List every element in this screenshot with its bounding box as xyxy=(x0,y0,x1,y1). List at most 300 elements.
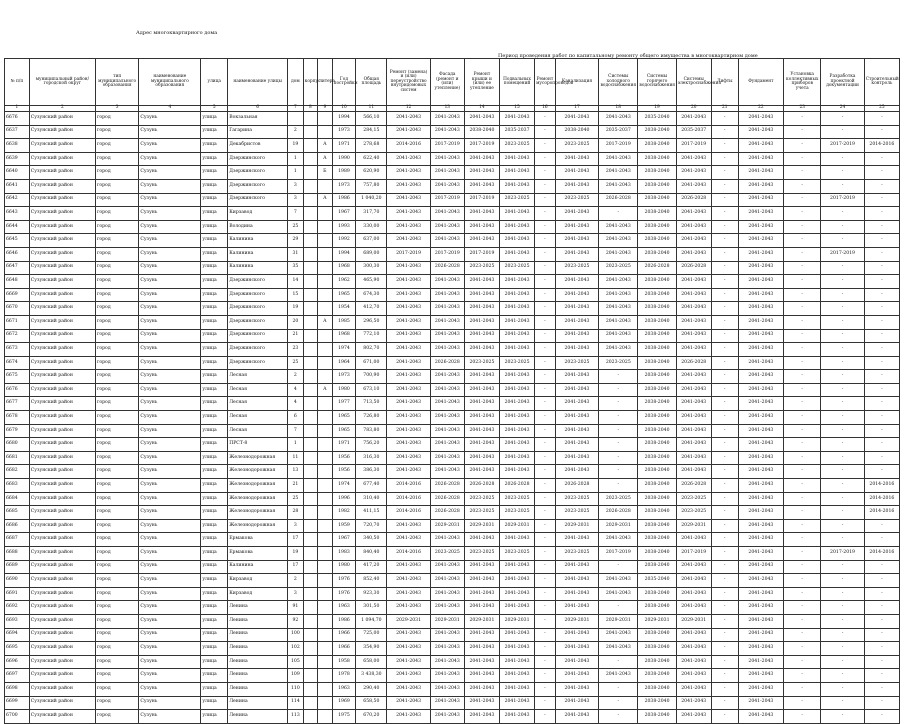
table-cell: 2041-2043 xyxy=(387,220,430,234)
table-cell xyxy=(303,682,317,696)
table-cell: 23 xyxy=(288,343,304,357)
table-cell: - xyxy=(864,614,899,628)
table-cell: улица xyxy=(201,587,228,601)
table-cell: - xyxy=(599,655,638,669)
table-cell: 2041-2043 xyxy=(430,315,464,329)
table-cell: - xyxy=(784,288,821,302)
table-cell: 21 xyxy=(288,329,304,343)
table-cell: 2038-2040 xyxy=(638,533,676,547)
table-cell: 25 xyxy=(288,492,304,506)
table-cell: 2029-2031 xyxy=(499,519,534,533)
table-cell: - xyxy=(784,220,821,234)
table-cell: город xyxy=(95,152,138,166)
table-cell: 2041-2043 xyxy=(676,587,711,601)
column-header: дом xyxy=(288,59,304,106)
table-cell: 2041-2043 xyxy=(430,179,464,193)
table-row xyxy=(5,383,900,397)
table-cell: А xyxy=(318,315,332,329)
table-cell: улица xyxy=(201,207,228,221)
table-cell xyxy=(318,370,332,384)
table-cell: 6670 xyxy=(5,302,30,316)
table-cell: 2041-2043 xyxy=(430,669,464,683)
table-cell: 2041-2043 xyxy=(555,288,598,302)
table-cell: - xyxy=(535,220,556,234)
table-cell: 2038-2040 xyxy=(638,696,676,710)
table-cell: 412,70 xyxy=(356,302,387,316)
table-cell: Дзержинского xyxy=(228,193,288,207)
table-cell: 105 xyxy=(288,655,304,669)
column-header: Системы холодного водоснабжения xyxy=(599,59,638,106)
table-cell: 17 xyxy=(288,533,304,547)
table-cell: Сузунь xyxy=(139,383,201,397)
table-cell: - xyxy=(821,125,864,139)
table-cell: - xyxy=(784,193,821,207)
table-row xyxy=(5,696,900,710)
table-cell: город xyxy=(95,574,138,588)
table-cell: улица xyxy=(201,125,228,139)
table-cell: Сузунский район xyxy=(29,451,95,465)
table-cell: 1976 xyxy=(332,587,356,601)
table-cell: - xyxy=(535,655,556,669)
table-cell: 2041-2043 xyxy=(499,179,534,193)
table-cell: 110 xyxy=(288,682,304,696)
table-cell: - xyxy=(784,125,821,139)
table-cell: - xyxy=(784,587,821,601)
table-cell: 2017-2019 xyxy=(464,139,499,153)
table-cell: 2041-2043 xyxy=(430,166,464,180)
table-cell: 2041-2043 xyxy=(599,234,638,248)
table-cell: 2041-2043 xyxy=(464,152,499,166)
table-cell: 2038-2040 xyxy=(638,438,676,452)
table-cell: 19 xyxy=(288,547,304,561)
table-cell: - xyxy=(711,152,738,166)
table-cell: 2041-2043 xyxy=(499,696,534,710)
table-cell: - xyxy=(711,207,738,221)
table-cell: 290,40 xyxy=(356,682,387,696)
table-row xyxy=(5,261,900,275)
table-cell: 1986 xyxy=(332,193,356,207)
table-cell: 2041-2043 xyxy=(738,343,783,357)
table-row xyxy=(5,329,900,343)
table-cell: город xyxy=(95,234,138,248)
table-cell: 2035-2040 xyxy=(638,574,676,588)
table-cell: 2041-2043 xyxy=(555,302,598,316)
table-cell: 6675 xyxy=(5,370,30,384)
table-cell: 2023-2025 xyxy=(676,492,711,506)
table-cell xyxy=(318,614,332,628)
table-cell: город xyxy=(95,506,138,520)
column-number: 9 xyxy=(318,106,332,112)
table-cell: 6671 xyxy=(5,315,30,329)
table-cell: улица xyxy=(201,397,228,411)
table-cell: - xyxy=(711,275,738,289)
table-cell: - xyxy=(821,329,864,343)
table-cell: - xyxy=(864,343,899,357)
table-cell: - xyxy=(784,438,821,452)
table-cell: - xyxy=(864,207,899,221)
table-cell: Сузунский район xyxy=(29,642,95,656)
table-cell: Сузунь xyxy=(139,587,201,601)
table-cell: 2041-2043 xyxy=(676,112,711,126)
table-cell: 2041-2043 xyxy=(738,207,783,221)
table-cell: 802,70 xyxy=(356,343,387,357)
table-cell: 2023-2025 xyxy=(499,547,534,561)
table-cell: 2041-2043 xyxy=(555,574,598,588)
table-cell: 2038-2040 xyxy=(638,125,676,139)
table-row xyxy=(5,302,900,316)
table-cell: Сузунь xyxy=(139,370,201,384)
table-cell: 1986 xyxy=(332,614,356,628)
table-cell: 2041-2043 xyxy=(738,139,783,153)
table-cell: 6683 xyxy=(5,479,30,493)
table-cell: 2041-2043 xyxy=(676,655,711,669)
table-cell: 2038-2040 xyxy=(638,207,676,221)
table-cell: 92 xyxy=(288,614,304,628)
table-cell: 726,80 xyxy=(356,411,387,425)
table-cell: 35 xyxy=(288,261,304,275)
table-cell: - xyxy=(784,655,821,669)
table-cell: 2041-2043 xyxy=(738,220,783,234)
table-cell: 1994 xyxy=(332,112,356,126)
table-cell: город xyxy=(95,315,138,329)
table-cell: - xyxy=(711,125,738,139)
table-cell: 2035-2037 xyxy=(599,125,638,139)
table-cell: - xyxy=(821,370,864,384)
table-cell: 2041-2043 xyxy=(430,411,464,425)
table-cell: - xyxy=(821,261,864,275)
table-cell: 2041-2043 xyxy=(555,601,598,615)
table-cell: - xyxy=(535,383,556,397)
table-cell: 301,50 xyxy=(356,601,387,615)
table-cell: 6643 xyxy=(5,207,30,221)
table-cell: Сузунский район xyxy=(29,411,95,425)
table-cell: 6694 xyxy=(5,628,30,642)
table-cell xyxy=(303,329,317,343)
table-cell: город xyxy=(95,329,138,343)
column-header: № п/п xyxy=(5,59,30,106)
table-cell: 2017-2019 xyxy=(464,193,499,207)
table-cell: - xyxy=(711,397,738,411)
table-cell: город xyxy=(95,628,138,642)
table-cell: 2041-2043 xyxy=(464,451,499,465)
table-cell: 2041-2043 xyxy=(555,587,598,601)
table-cell: - xyxy=(599,370,638,384)
table-cell: 2041-2043 xyxy=(430,682,464,696)
table-cell: - xyxy=(864,125,899,139)
table-cell: Сузунский район xyxy=(29,315,95,329)
table-cell: Сузунь xyxy=(139,193,201,207)
table-row xyxy=(5,275,900,289)
table-cell: 2 xyxy=(288,370,304,384)
table-cell: - xyxy=(864,383,899,397)
table-cell xyxy=(303,479,317,493)
table-cell xyxy=(303,220,317,234)
table-cell: 29 xyxy=(288,234,304,248)
table-cell: Лесная xyxy=(228,370,288,384)
table-cell: улица xyxy=(201,560,228,574)
table-cell: 2014-2016 xyxy=(864,479,899,493)
table-cell: - xyxy=(535,614,556,628)
table-cell: улица xyxy=(201,139,228,153)
table-cell: 2038-2040 xyxy=(638,669,676,683)
table-cell: 2023-2025 xyxy=(555,139,598,153)
table-cell: Железнодорожная xyxy=(228,506,288,520)
table-cell: Сузунский район xyxy=(29,614,95,628)
table-cell: 3 xyxy=(288,587,304,601)
table-cell: 2041-2043 xyxy=(430,329,464,343)
table-cell: 2041-2043 xyxy=(464,411,499,425)
table-cell: - xyxy=(821,574,864,588)
column-number: 7 xyxy=(288,106,304,112)
table-cell: город xyxy=(95,424,138,438)
table-cell: 2041-2043 xyxy=(499,655,534,669)
table-cell: 465,90 xyxy=(356,275,387,289)
table-row xyxy=(5,139,900,153)
table-cell: А xyxy=(318,152,332,166)
table-cell: 109 xyxy=(288,669,304,683)
table-cell: 2026-2028 xyxy=(555,479,598,493)
table-cell: 20 xyxy=(288,315,304,329)
column-header: Подвальных помещений xyxy=(499,59,534,106)
table-cell: - xyxy=(535,547,556,561)
table-cell: 91 xyxy=(288,601,304,615)
table-cell: 2038-2040 xyxy=(638,234,676,248)
table-cell: Сузунь xyxy=(139,261,201,275)
table-cell: - xyxy=(821,220,864,234)
table-cell xyxy=(303,601,317,615)
table-cell: Сузунь xyxy=(139,139,201,153)
table-cell: 2041-2043 xyxy=(738,587,783,601)
table-cell: 6 xyxy=(288,411,304,425)
table-cell: - xyxy=(821,682,864,696)
table-row xyxy=(5,560,900,574)
table-cell: 417,20 xyxy=(356,560,387,574)
table-cell: 2041-2043 xyxy=(499,397,534,411)
table-cell: - xyxy=(711,601,738,615)
table-cell: 1973 xyxy=(332,179,356,193)
table-cell: 2017-2019 xyxy=(430,247,464,261)
table-cell: 6699 xyxy=(5,696,30,710)
table-cell: 923,30 xyxy=(356,587,387,601)
table-cell: - xyxy=(711,710,738,724)
table-cell: 6679 xyxy=(5,424,30,438)
table-cell xyxy=(318,642,332,656)
table-cell: Сузунь xyxy=(139,492,201,506)
table-cell: 2017-2019 xyxy=(464,247,499,261)
table-cell: Кирзавод xyxy=(228,574,288,588)
table-cell: 2041-2043 xyxy=(555,682,598,696)
table-cell: Сузунский район xyxy=(29,356,95,370)
table-cell: 2041-2043 xyxy=(387,179,430,193)
table-cell: - xyxy=(784,451,821,465)
table-cell: Сузунь xyxy=(139,628,201,642)
column-number: 5 xyxy=(201,106,228,112)
table-cell xyxy=(303,628,317,642)
table-cell: 2029-2031 xyxy=(555,614,598,628)
table-cell: 670,20 xyxy=(356,710,387,724)
table-cell: - xyxy=(535,424,556,438)
table-cell: Сузунский район xyxy=(29,302,95,316)
table-cell: 2038-2040 xyxy=(638,370,676,384)
table-cell: 2041-2043 xyxy=(738,682,783,696)
table-cell: Сузунский район xyxy=(29,601,95,615)
table-cell: Сузунь xyxy=(139,234,201,248)
table-cell: Сузунь xyxy=(139,125,201,139)
table-cell: - xyxy=(599,710,638,724)
table-cell xyxy=(303,614,317,628)
table-cell: улица xyxy=(201,547,228,561)
table-cell: 28 xyxy=(288,506,304,520)
table-cell: город xyxy=(95,220,138,234)
table-cell: - xyxy=(864,370,899,384)
table-cell: 2038-2040 xyxy=(638,655,676,669)
table-cell: 2041-2043 xyxy=(464,710,499,724)
table-cell: город xyxy=(95,479,138,493)
table-cell: 2038-2040 xyxy=(638,302,676,316)
table-cell: 2041-2043 xyxy=(499,424,534,438)
table-cell: 2041-2043 xyxy=(430,642,464,656)
table-cell: - xyxy=(711,438,738,452)
table-cell: 284,15 xyxy=(356,125,387,139)
table-cell: - xyxy=(711,451,738,465)
table-cell: - xyxy=(599,397,638,411)
table-cell: 2023-2025 xyxy=(499,261,534,275)
table-cell: 2041-2043 xyxy=(738,329,783,343)
table-cell: Сузунский район xyxy=(29,696,95,710)
table-cell: - xyxy=(784,710,821,724)
table-cell: - xyxy=(711,179,738,193)
table-cell: 1964 xyxy=(332,356,356,370)
table-cell: 2038-2040 xyxy=(638,139,676,153)
table-cell: 2041-2043 xyxy=(387,112,430,126)
table-cell: 2 xyxy=(288,125,304,139)
table-cell: 2041-2043 xyxy=(430,465,464,479)
table-cell: город xyxy=(95,451,138,465)
table-cell: 1976 xyxy=(332,574,356,588)
table-cell: 1 040,20 xyxy=(356,193,387,207)
table-cell: Калинина xyxy=(228,234,288,248)
table-cell xyxy=(318,682,332,696)
table-cell: 2029-2031 xyxy=(638,614,676,628)
table-cell: - xyxy=(864,397,899,411)
table-cell: - xyxy=(711,166,738,180)
table-cell xyxy=(318,696,332,710)
table-cell xyxy=(303,370,317,384)
table-cell: 2041-2043 xyxy=(499,152,534,166)
table-cell: - xyxy=(864,315,899,329)
table-row xyxy=(5,207,900,221)
table-cell: - xyxy=(784,669,821,683)
table-cell: 2041-2043 xyxy=(430,302,464,316)
table-cell: А xyxy=(318,383,332,397)
table-cell: 3 438,30 xyxy=(356,669,387,683)
table-cell: 2041-2043 xyxy=(676,451,711,465)
table-cell: 2041-2043 xyxy=(464,587,499,601)
table-cell: 2041-2043 xyxy=(464,112,499,126)
table-cell: Сузунский район xyxy=(29,125,95,139)
table-cell: - xyxy=(821,179,864,193)
table-cell: Ленина xyxy=(228,682,288,696)
column-header: Строительный контроль xyxy=(864,59,899,106)
table-cell: 2041-2043 xyxy=(464,288,499,302)
table-cell xyxy=(303,506,317,520)
table-cell: А xyxy=(318,139,332,153)
table-cell: 2041-2043 xyxy=(430,574,464,588)
table-cell: 756,20 xyxy=(356,438,387,452)
table-cell: 2041-2043 xyxy=(738,519,783,533)
table-cell: 2041-2043 xyxy=(387,424,430,438)
table-cell: 2041-2043 xyxy=(387,125,430,139)
table-row xyxy=(5,220,900,234)
table-cell xyxy=(303,451,317,465)
table-cell: 2029-2031 xyxy=(676,519,711,533)
table-cell: 2038-2040 xyxy=(638,383,676,397)
table-cell: - xyxy=(711,234,738,248)
table-cell: 2041-2043 xyxy=(599,329,638,343)
table-cell: город xyxy=(95,125,138,139)
table-cell xyxy=(318,560,332,574)
table-cell: 2041-2043 xyxy=(676,465,711,479)
table-body xyxy=(5,112,900,724)
table-cell: - xyxy=(711,343,738,357)
table-cell: Сузунь xyxy=(139,560,201,574)
table-cell: 2029-2031 xyxy=(430,519,464,533)
table-cell: 2041-2043 xyxy=(599,112,638,126)
table-cell xyxy=(318,655,332,669)
table-cell: 2041-2043 xyxy=(676,343,711,357)
column-header: Ремонт мусоропроводов xyxy=(535,59,556,106)
table-cell: 6687 xyxy=(5,533,30,547)
table-cell: - xyxy=(784,261,821,275)
table-cell: Сузунский район xyxy=(29,519,95,533)
table-cell: 2041-2043 xyxy=(499,234,534,248)
table-cell: 6672 xyxy=(5,329,30,343)
table-cell: - xyxy=(599,696,638,710)
table-cell: - xyxy=(864,696,899,710)
table-cell: - xyxy=(535,479,556,493)
table-row xyxy=(5,479,900,493)
table-cell: Ленина xyxy=(228,669,288,683)
table-cell: 2023-2025 xyxy=(499,492,534,506)
table-cell: 2041-2043 xyxy=(599,179,638,193)
table-cell: 2041-2043 xyxy=(676,628,711,642)
table-row xyxy=(5,438,900,452)
table-cell: 2014-2016 xyxy=(387,139,430,153)
table-cell: 6690 xyxy=(5,574,30,588)
table-cell: Железнодорожная xyxy=(228,519,288,533)
table-cell: 2041-2043 xyxy=(676,411,711,425)
table-cell: 2041-2043 xyxy=(738,424,783,438)
table-row xyxy=(5,166,900,180)
table-cell: - xyxy=(535,261,556,275)
table-cell: 2041-2043 xyxy=(738,370,783,384)
table-cell: 2041-2043 xyxy=(430,560,464,574)
table-cell: - xyxy=(711,383,738,397)
table-cell: - xyxy=(711,112,738,126)
table-cell: Дзержинского xyxy=(228,166,288,180)
table-cell: - xyxy=(711,247,738,261)
table-cell: 2038-2040 xyxy=(638,465,676,479)
table-cell: 14 xyxy=(288,275,304,289)
table-cell: - xyxy=(784,343,821,357)
table-cell xyxy=(318,574,332,588)
table-cell: 2041-2043 xyxy=(387,275,430,289)
table-cell: - xyxy=(784,682,821,696)
table-cell: 2041-2043 xyxy=(676,424,711,438)
table-cell: 2041-2043 xyxy=(676,669,711,683)
table-cell: 2041-2043 xyxy=(464,574,499,588)
table-cell: 2041-2043 xyxy=(464,343,499,357)
